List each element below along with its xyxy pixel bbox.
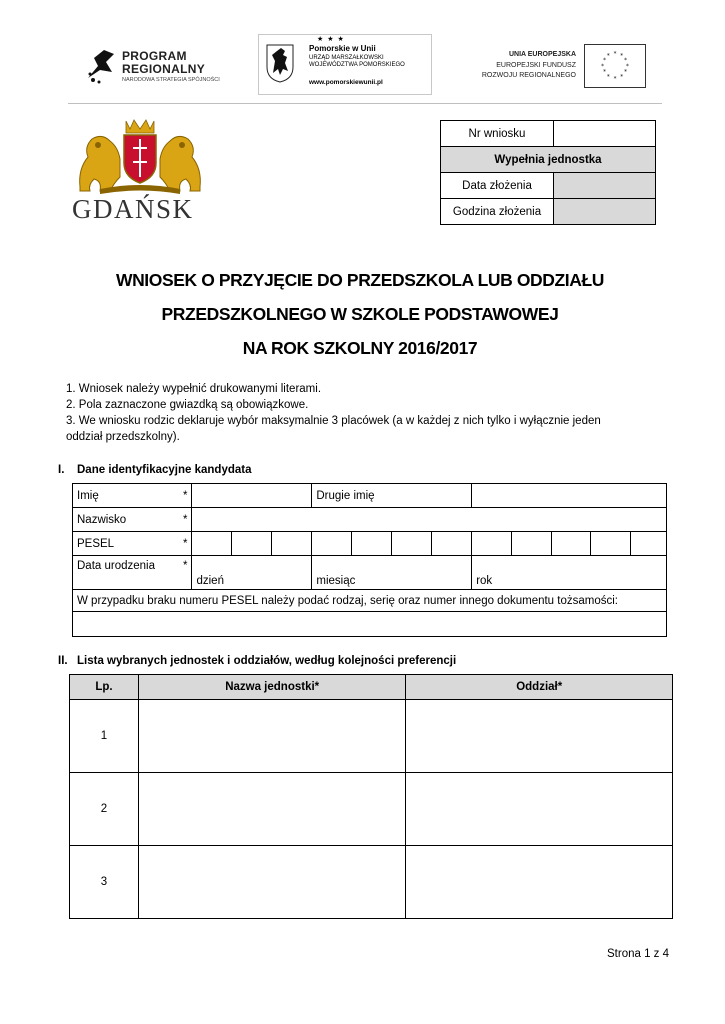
section-2-heading xyxy=(58,655,456,667)
column-header-unit-name: Nazwa jednostki* xyxy=(138,675,406,700)
svg-text:*: * xyxy=(601,63,605,70)
pesel-digit[interactable] xyxy=(352,532,392,556)
pomorskie-office-line1: URZĄD MARSZAŁKOWSKI xyxy=(309,55,384,61)
pesel-digit[interactable] xyxy=(472,532,512,556)
svg-text:*: * xyxy=(606,53,610,60)
instructions xyxy=(66,381,666,445)
pesel-digit[interactable] xyxy=(192,532,232,556)
pesel-digit[interactable] xyxy=(630,532,666,556)
birth-day-field[interactable] xyxy=(192,556,312,590)
division-field[interactable] xyxy=(406,846,673,919)
table-row xyxy=(70,846,673,919)
pomorskie-url: www.pomorskiewunii.pl xyxy=(309,79,383,86)
program-mark-icon xyxy=(84,44,118,86)
pesel-label: PESEL * xyxy=(73,532,192,556)
year-label: rok xyxy=(476,575,493,587)
pomorskie-stars: ★ ★ ★ xyxy=(317,36,345,43)
row-number: 2 xyxy=(70,773,139,846)
first-name-field[interactable] xyxy=(192,484,312,508)
instruction-1: 1. Wniosek należy wypełnić drukowanymi literami. xyxy=(66,383,322,395)
form-title-line2: PRZEDSZKOLNEGO W SZKOLE PODSTAWOWEJ xyxy=(161,304,559,324)
eu-logo xyxy=(462,42,662,92)
unit-name-field[interactable] xyxy=(138,846,406,919)
svg-text:*: * xyxy=(620,74,624,81)
svg-text:*: * xyxy=(625,63,629,70)
pomorskie-office-line2: WOJEWÓDZTWA POMORSKIEGO xyxy=(309,62,405,68)
table-row xyxy=(70,773,673,846)
second-name-field[interactable] xyxy=(472,484,667,508)
pesel-digit[interactable] xyxy=(551,532,591,556)
required-mark: * xyxy=(182,560,188,572)
program-logo-line1: PROGRAM xyxy=(122,49,187,63)
submission-date-field[interactable] xyxy=(554,173,656,199)
pesel-digit[interactable] xyxy=(392,532,432,556)
office-use-box xyxy=(440,120,656,225)
pesel-digit[interactable] xyxy=(232,532,272,556)
pesel-digit[interactable] xyxy=(591,532,631,556)
gdansk-coat-of-arms-icon xyxy=(70,117,210,195)
month-label: miesiąc xyxy=(316,575,356,587)
birth-month-field[interactable] xyxy=(312,556,472,590)
svg-text:*: * xyxy=(624,58,627,65)
row-number: 1 xyxy=(70,700,139,773)
pesel-digit[interactable] xyxy=(432,532,472,556)
section-2-number: II. xyxy=(58,655,68,667)
svg-text:*: * xyxy=(624,69,627,76)
submission-time-label: Godzina złożenia xyxy=(441,199,554,225)
required-mark: * xyxy=(182,489,188,502)
surname-field[interactable] xyxy=(192,508,667,532)
pesel-digit[interactable] xyxy=(312,532,352,556)
form-title-line1: WNIOSEK O PRZYJĘCIE DO PRZEDSZKOLA LUB ODDZIAŁU xyxy=(115,270,605,290)
day-label: dzień xyxy=(196,575,224,587)
instruction-2: 2. Pola zaznaczone gwiazdką są obowiązkowe. xyxy=(66,399,309,411)
gdansk-label: GDAŃSK xyxy=(72,194,194,224)
griffin-crest-icon xyxy=(265,43,295,83)
section-1-heading xyxy=(58,464,251,476)
submission-date-label: Data złożenia xyxy=(441,173,554,199)
application-number-field[interactable] xyxy=(554,121,656,147)
section-2-title: Lista wybranych jednostek i oddziałów, według kolejności preferencji xyxy=(77,655,457,667)
row-number: 3 xyxy=(70,846,139,919)
pomorskie-office xyxy=(309,55,427,69)
required-mark: * xyxy=(182,537,188,550)
required-mark: * xyxy=(182,513,188,526)
first-name-label: Imię * xyxy=(73,484,192,508)
birth-date-label: Data urodzenia * xyxy=(73,556,192,590)
logo-strip xyxy=(68,30,660,102)
division-field[interactable] xyxy=(406,700,673,773)
pesel-digit[interactable] xyxy=(511,532,551,556)
unit-name-field[interactable] xyxy=(138,700,406,773)
svg-text:*: * xyxy=(603,58,606,65)
svg-text:*: * xyxy=(620,53,624,60)
column-header-division: Oddział* xyxy=(406,675,673,700)
pesel-digit[interactable] xyxy=(272,532,312,556)
eu-flag-icon xyxy=(584,44,646,88)
surname-label: Nazwisko * xyxy=(73,508,192,532)
preferences-table xyxy=(69,674,673,919)
candidate-data-table xyxy=(72,483,667,637)
application-number-label: Nr wniosku xyxy=(441,121,554,147)
instruction-3: 3. We wniosku rodzic deklaruje wybór maksymalnie 3 placówek (a w każdej z nich tylko i wyłącznie jeden xyxy=(66,415,601,427)
section-1-title: Dane identyfikacyjne kandydata xyxy=(77,464,252,476)
division-field[interactable] xyxy=(406,773,673,846)
unit-name-field[interactable] xyxy=(138,773,406,846)
section-1-number: I. xyxy=(58,464,65,476)
second-name-label: Drugie imię xyxy=(312,484,472,508)
eu-logo-line2: EUROPEJSKI FUNDUSZ xyxy=(496,62,576,69)
table-row xyxy=(70,700,673,773)
header-divider xyxy=(68,103,662,104)
form-title-line3: NA ROK SZKOLNY 2016/2017 xyxy=(242,338,478,358)
svg-text:*: * xyxy=(606,74,610,81)
page-number: Strona 1 z 4 xyxy=(607,948,670,960)
program-regionalny-logo xyxy=(84,44,244,88)
submission-time-field[interactable] xyxy=(554,199,656,225)
pomorskie-logo xyxy=(258,34,432,95)
instruction-3-cont: oddział przedszkolny). xyxy=(66,431,180,443)
svg-text:*: * xyxy=(603,69,606,76)
program-logo-line3: NARODOWA STRATEGIA SPÓJNOŚCI xyxy=(122,77,220,83)
pomorskie-name: Pomorskie w Unii xyxy=(309,44,376,53)
svg-text:*: * xyxy=(613,76,617,83)
no-pesel-note: W przypadku braku numeru PESEL należy podać rodzaj, serię oraz numer innego dokumentu tożsamości: xyxy=(73,590,667,612)
program-logo-line2: REGIONALNY xyxy=(122,62,206,76)
eu-logo-line3: ROZWOJU REGIONALNEGO xyxy=(481,72,576,79)
birth-year-field[interactable] xyxy=(472,556,667,590)
gdansk-logo xyxy=(70,117,210,227)
identity-document-field[interactable] xyxy=(73,612,667,637)
svg-text:*: * xyxy=(613,51,617,58)
column-header-lp: Lp. xyxy=(70,675,139,700)
eu-logo-line1: UNIA EUROPEJSKA xyxy=(508,51,576,58)
filled-by-unit-label: Wypełnia jednostka xyxy=(441,147,656,173)
